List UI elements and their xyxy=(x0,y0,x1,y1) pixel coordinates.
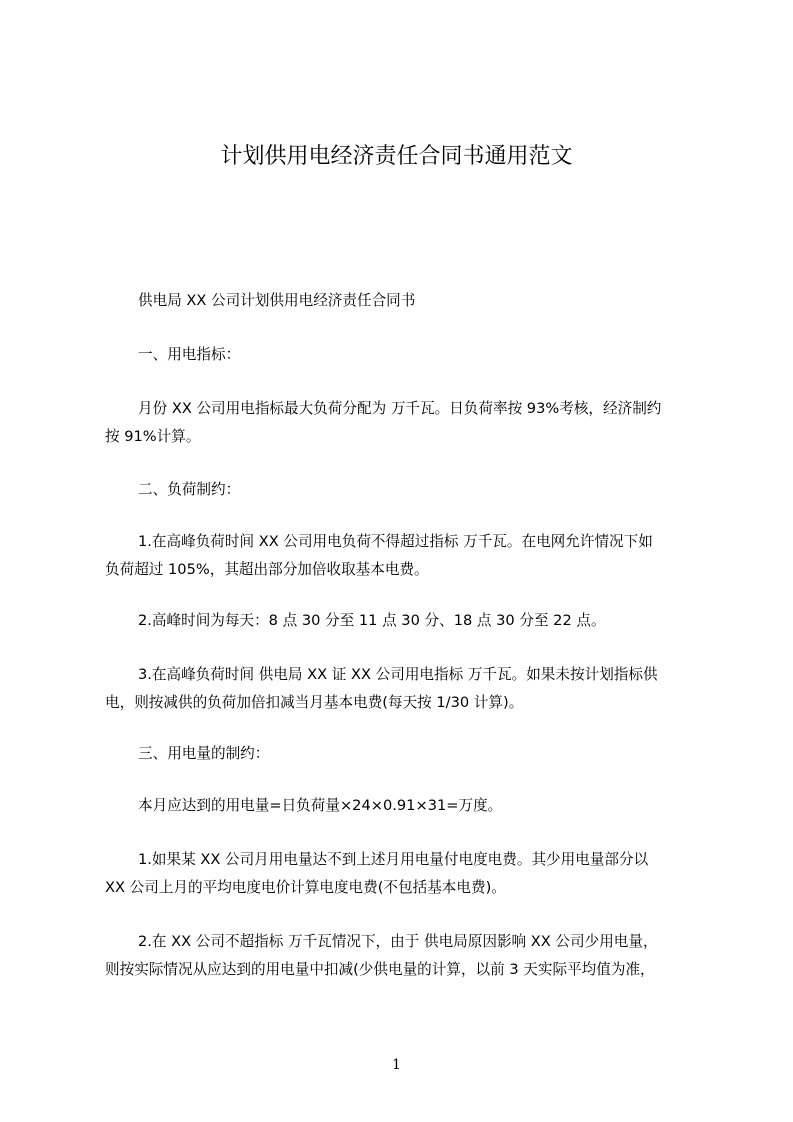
section3-item1 xyxy=(105,846,715,902)
section3-item1-line1: 1.如果某 XX 公司月用电量达不到上述月用电量付电度电费。其少用电量部分以 xyxy=(138,851,649,868)
intro-line: 供电局 XX 公司计划供用电经济责任合同书 xyxy=(138,292,416,309)
page-number: 1 xyxy=(392,1057,401,1073)
section3-formula: 本月应达到的用电量=日负荷量×24×0.91×31=万度。 xyxy=(138,797,503,814)
section3-heading: 三、用电量的制约： xyxy=(138,745,270,762)
document-title: 计划供用电经济责任合同书通用范文 xyxy=(220,144,573,169)
section1-paragraph xyxy=(105,395,715,451)
section2-item2: 2.高峰时间为每天：8 点 30 分至 11 点 30 分、18 点 30 分至 22 点。 xyxy=(138,612,606,629)
section2-heading: 二、负荷制约： xyxy=(138,481,241,498)
section2-item3-line1: 3.在高峰负荷时间 供电局 XX 证 XX 公司用电指标 万千瓦。如果未按计划指标供 xyxy=(138,666,658,683)
section2-item3-line2: 电，则按减供的负荷加倍扣减当月基本电费(每天按 1/30 计算)。 xyxy=(105,694,524,711)
section3-item2-line2: 则按实际情况从应达到的用电量中扣减(少供电量的计算，以前 3 天实际平均值为准， xyxy=(105,961,655,978)
section3-item2 xyxy=(105,928,715,984)
section1-heading: 一、用电指标： xyxy=(138,346,241,363)
section3-item1-line2: XX 公司上月的平均电度电价计算电度电费(不包括基本电费)。 xyxy=(105,879,506,896)
section3-item2-line1: 2.在 XX 公司不超指标 万千瓦情况下，由于 供电局原因影响 XX 公司少用电量， xyxy=(138,933,658,950)
section2-item1-line1: 1.在高峰负荷时间 XX 公司用电负荷不得超过指标 万千瓦。在电网允许情况下如 xyxy=(138,533,653,550)
section2-item1 xyxy=(105,528,715,584)
section1-paragraph-line1: 月份 XX 公司用电指标最大负荷分配为 万千瓦。日负荷率按 93%考核，经济制约 xyxy=(138,400,662,417)
section2-item3 xyxy=(105,661,715,717)
section2-item1-line2: 负荷超过 105%，其超出部分加倍收取基本电费。 xyxy=(105,561,429,578)
section1-paragraph-line2: 按 91%计算。 xyxy=(105,428,201,445)
